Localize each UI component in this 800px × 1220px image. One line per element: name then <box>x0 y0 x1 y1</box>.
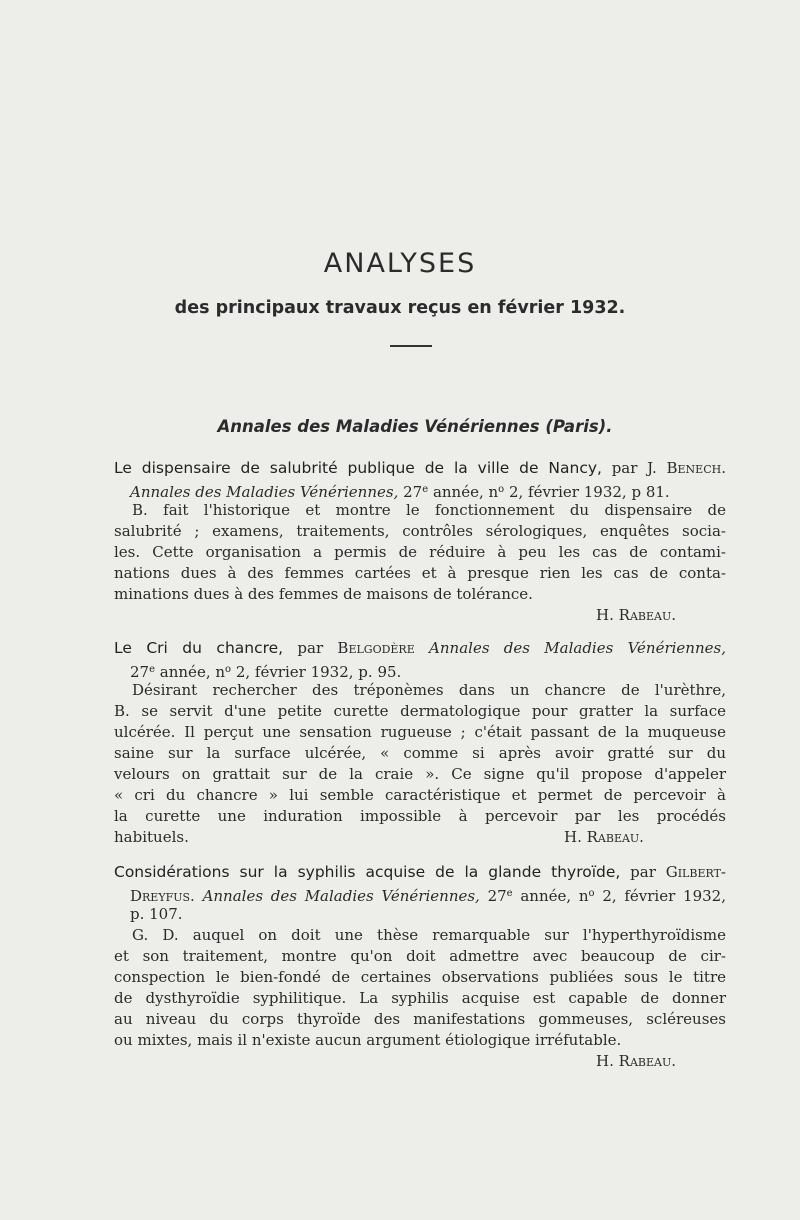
signature: H. Rabeau. <box>564 828 644 846</box>
body-line: G. D. auquel on doit une thèse remarquable sur l'hyperthyroïdisme <box>132 926 726 944</box>
body-line-last <box>114 827 726 848</box>
article-title: Le Cri du chancre, <box>114 639 284 657</box>
body-line: habituels. <box>114 828 189 846</box>
citation-rest: année, n <box>520 887 589 905</box>
signature: H. Rabeau. <box>596 606 676 624</box>
citation-year: 27 <box>130 663 150 681</box>
article-1-header <box>114 458 726 479</box>
citation-details: 2, février 1932, <box>602 887 726 905</box>
citation-page: p. 107. <box>130 905 183 923</box>
body-line: les. Cette organisation a permis de réduire à peu les cas de contami- <box>114 543 726 561</box>
article-2-citation <box>114 659 726 680</box>
body-line: B. se servit d'une petite curette dermatologique pour gratter la surface <box>114 702 726 720</box>
body-line: B. fait l'historique et montre le fonctionnement du dispensaire de <box>132 501 726 519</box>
page-title: ANALYSES <box>323 248 477 279</box>
body-line: minations dues à des femmes de maisons de tolérance. <box>114 585 533 603</box>
article-2 <box>114 638 726 848</box>
article-3 <box>114 862 726 1072</box>
body-line: conspection le bien-fondé de certaines observations publiées sous le titre <box>114 968 726 986</box>
body-line: et son traitement, montre qu'on doit admettre avec beaucoup de cir- <box>114 947 726 965</box>
article-1 <box>114 458 726 626</box>
article-by: par <box>297 639 324 657</box>
citation-no-sup: o <box>225 664 232 675</box>
body-line: Désirant rechercher des tréponèmes dans un chancre de l'urèthre, <box>132 681 726 699</box>
body-line: ulcérée. Il perçut une sensation rugueuse ; c'était passant de la muqueuse <box>114 723 726 741</box>
article-3-header <box>114 862 726 883</box>
article-by: par <box>630 863 656 881</box>
article-author: J. Benech. <box>647 459 726 477</box>
body-line: « cri du chancre » lui semble caractéristique et permet de percevoir à <box>114 786 726 804</box>
body-line: saine sur la surface ulcérée, « comme si après avoir gratté sur du <box>114 744 726 762</box>
article-3-citation <box>114 883 726 904</box>
article-by: par <box>611 459 638 477</box>
body-line: au niveau du corps thyroïde des manifestations gommeuses, scléreuses <box>114 1010 726 1028</box>
citation-journal: Annales des Maladies Vénériennes, <box>130 483 399 501</box>
signature: H. Rabeau. <box>596 1052 676 1070</box>
body-line: de dysthyroïdie syphilitique. La syphilis acquise est capable de donner <box>114 989 726 1007</box>
citation-year: 27 <box>487 887 507 905</box>
body-line: la curette une induration impossible à percevoir par les procédés <box>114 807 726 825</box>
citation-year: 27 <box>403 483 423 501</box>
body-line: nations dues à des femmes cartées et à presque rien les cas de conta- <box>114 564 726 582</box>
citation-rest: année, n <box>432 483 499 501</box>
title-divider <box>390 345 432 347</box>
citation-journal: Annales des Maladies Vénériennes, <box>202 887 480 905</box>
citation-rest: année, n <box>159 663 226 681</box>
body-line: salubrité ; examens, traitements, contrôles sérologiques, enquêtes socia- <box>114 522 726 540</box>
page-subtitle: des principaux travaux reçus en février 1932. <box>174 298 626 318</box>
article-author: Dreyfus. <box>130 887 195 905</box>
article-title: Le dispensaire de salubrité publique de la ville de Nancy, <box>114 459 602 477</box>
citation-no-sup: o <box>498 484 505 495</box>
body-line: velours on grattait sur de la craie ». Ce signe qu'il propose d'appeler <box>114 765 726 783</box>
body-line: ou mixtes, mais il n'existe aucun argument étiologique irréfutable. <box>114 1031 622 1049</box>
citation-year-group <box>488 887 513 905</box>
article-author: Gilbert- <box>665 863 726 881</box>
article-author: Belgodère <box>337 639 415 657</box>
citation-year-sup: e <box>149 664 156 675</box>
citation-year-sup: e <box>506 888 513 899</box>
citation-details: 2, février 1932, p. 95. <box>235 663 402 681</box>
citation-details: 2, février 1932, p 81. <box>508 483 670 501</box>
article-1-citation <box>114 479 726 500</box>
article-2-header <box>114 638 726 659</box>
journal-heading: Annales des Maladies Vénériennes (Paris). <box>217 417 613 436</box>
article-title: Considérations sur la syphilis acquise de la glande thyroïde, <box>114 863 621 881</box>
citation-year-sup: e <box>422 484 429 495</box>
citation-no-sup: o <box>588 888 595 899</box>
citation-rest-group <box>520 887 594 905</box>
citation-journal: Annales des Maladies Vénériennes, <box>429 639 726 657</box>
